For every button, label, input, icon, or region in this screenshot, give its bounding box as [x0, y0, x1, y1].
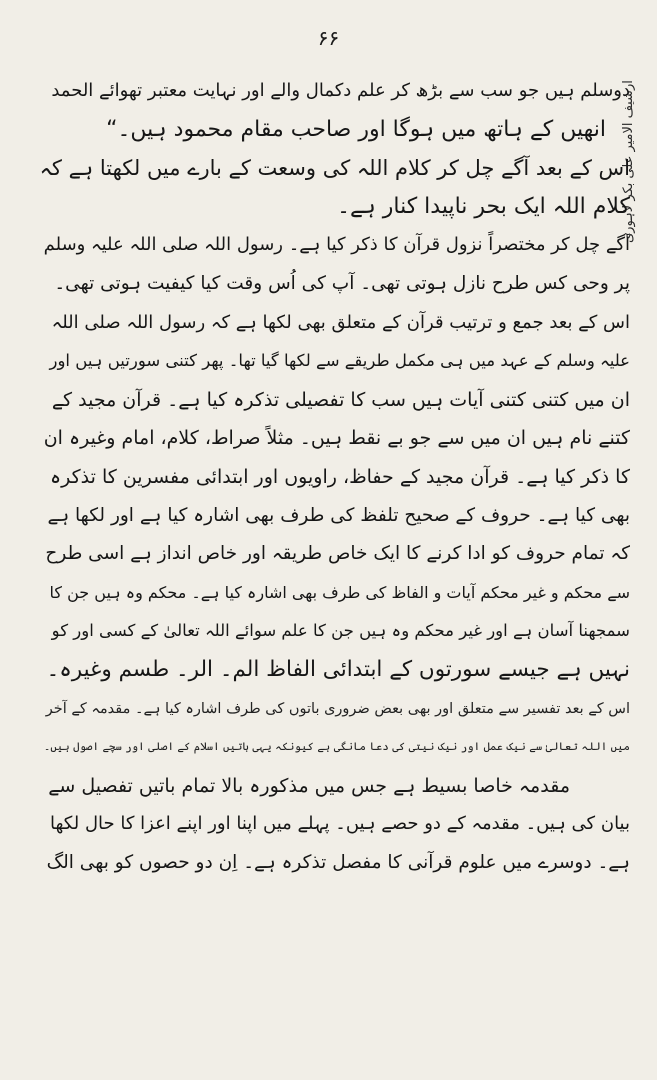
- text-line: ان میں کتنی کتنی آیات ہیں سب کا تفصیلی تذکرہ کیا ہے۔ قرآن مجید کے: [51, 388, 630, 411]
- text-line: انھیں کے ہاتھ میں ہوگا اور صاحب مقام محمود ہیں۔“: [106, 116, 606, 142]
- text-line: دوسلم ہیں جو سب سے بڑھ کر علم دکمال والے اور نہایت معتبر تھوائے الحمد: [51, 80, 630, 101]
- text-line: نہیں ہے جیسے سورتوں کے ابتدائی الفاظ الم۔ الر۔ طسم وغیرہ۔: [46, 656, 630, 682]
- text-line: علیہ وسلم کے عہد میں ہی مکمل طریقے سے لکھا گیا تھا۔ پھر کتنی سورتیں ہیں اور: [49, 351, 630, 371]
- text-line: اس کے بعد جمع و ترتیب قرآن کے متعلق بھی لکھا ہے کہ رسول اللہ صلی اللہ: [51, 311, 630, 333]
- text-line: اس کے بعد آگے چل کر کلام اللہ کی وسعت کے بارے میں لکھتا ہے کہ: [40, 156, 630, 181]
- text-line: کہ تمام حروف کو ادا کرنے کا ایک خاص طریقہ اور خاص انداز ہے اسی طرح: [45, 543, 630, 565]
- text-line: کلام اللہ ایک بحر ناپیدا کنار ہے۔: [337, 193, 630, 219]
- text-line: بھی کیا ہے۔ حروف کے صحیح تلفظ کی طرف بھی اشارہ کیا ہے اور لکھا ہے: [47, 504, 630, 526]
- text-line: آگے چل کر مختصراً نزول قرآن کا ذکر کیا ہے۔ رسول اللہ صلی اللہ علیہ وسلم: [43, 234, 630, 256]
- text-line: اس کے بعد تفسیر سے متعلق اور بھی بعض ضروری باتوں کی طرف اشارہ کیا ہے۔ مقدمہ کے آخر: [45, 700, 630, 717]
- page-body-text: [40, 72, 630, 882]
- text-line: بیان کی ہیں۔ مقدمہ کے دو حصے ہیں۔ پہلے میں اپنا اور اپنے اعزا کا حال لکھا: [50, 813, 630, 835]
- margin-handwritten-note: ارشیف الامیر علی بکر لاہوری: [621, 80, 636, 243]
- text-line: پر وحی کس طرح نازل ہوتی تھی۔ آپ کی اُس وقت کیا کیفیت ہوتی تھی۔: [54, 272, 630, 294]
- text-line: ہے۔ دوسرے میں علوم قرآنی کا مفصل تذکرہ ہے۔ اِن دو حصوں کو بھی الگ: [46, 851, 630, 873]
- text-line: سے محکم و غیر محکم آیات و الفاظ کی طرف بھی اشارہ کیا ہے۔ محکم وہ ہیں جن کا: [49, 582, 630, 602]
- text-line: میں اللہ تعالیٰ سے نیک عمل اور نیک نیتی کی دعا مانگی ہے کیونکہ یہی باتیں اسلام کے اصلی اور سچے اصول ہیں۔: [43, 740, 630, 754]
- text-line: کتنے نام ہیں ان میں سے جو بے نقط ہیں۔ مثلاً صراط، کلام، امام وغیرہ ان: [43, 427, 630, 450]
- text-line: کا ذکر کیا ہے۔ قرآن مجید کے حفاظ، راویوں اور ابتدائی مفسرین کا تذکرہ: [49, 465, 630, 488]
- page-number: ۶۶: [317, 26, 340, 50]
- text-line: سمجھنا آسان ہے اور غیر محکم وہ ہیں جن کا علم سوائے اللہ تعالیٰ کے کسی اور کو: [51, 621, 630, 641]
- text-line: مقدمہ خاصا بسیط ہے جس میں مذکورہ بالا تمام باتیں تفصیل سے: [48, 774, 570, 797]
